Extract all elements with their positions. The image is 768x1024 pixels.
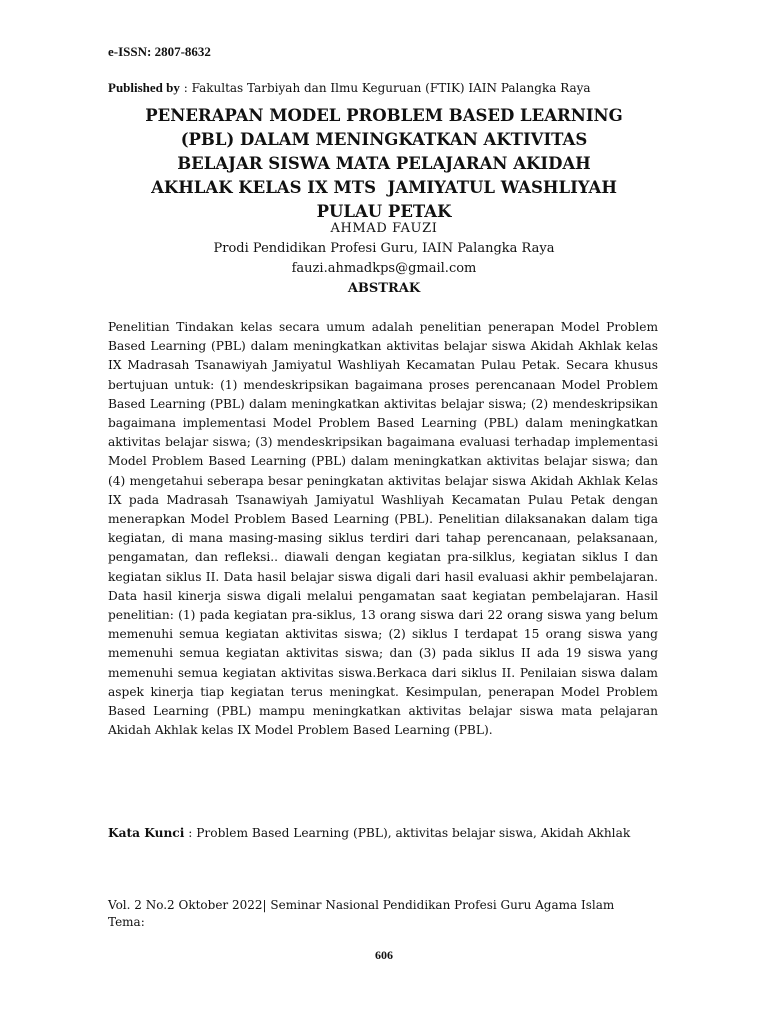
footer-publication-info — [108, 897, 668, 931]
footer-theme-line: Tema: — [108, 915, 145, 929]
publisher-label: Published by — [108, 80, 180, 95]
abstract-paragraph: Penelitian Tindakan kelas secara umum adalah penelitian penerapan Model Problem Based Learning (PBL) dalam meningkatkan aktivitas belajar siswa Akidah Akhlak kelas IX Madrasah Tsanawiyah Jamiyatul Washliyah Kecamatan Pulau Petak. Secara khusus bertujuan untuk: (1) mendeskripsikan bagaimana proses perencanaan Model Problem Based Learning (PBL) dalam meningkatkan aktivitas belajar siswa; (2) mendeskripsikan bagaimana implementasi Model Problem Based Learning (PBL) dalam meningkatkan aktivitas belajar siswa; (3) mendeskripsikan bagaimana evaluasi terhadap implementasi Model Problem Based Learning (PBL) dalam meningkatkan aktivitas belajar siswa; dan (4) mengetahui seberapa besar peningkatan aktivitas belajar siswa Akidah Akhlak Kelas IX pada Madrasah Tsanawiyah Jamiyatul Washliyah Kecamatan Pulau Petak dengan menerapkan Model Problem Based Learning (PBL). Penelitian dilaksanakan dalam tiga kegiatan, di mana masing-masing siklus terdiri dari tahap perencanaan, pelaksanaan, pengamatan, dan refleksi.. diawali dengan kegiatan pra-silklus, kegiatan siklus I dan kegiatan siklus II. Data hasil belajar siswa digali dari hasil evaluasi akhir pembelajaran. Data hasil kinerja siswa digali melalui pengamatan saat kegiatan pembelajaran. Hasil penelitian: (1) pada kegiatan pra-siklus, 13 orang siswa dari 22 orang siswa yang belum memenuhi semua kegiatan aktivitas siswa; (2) siklus I terdapat 15 orang siswa yang memenuhi semua kegiatan aktivitas siswa; dan (3) pada siklus II ada 19 siswa yang memenuhi semua kegiatan aktivitas siswa.Berkaca dari siklus II. Penilaian siswa dalam aspek kinerja tiap kegiatan terus meningkat. Kesimpulan, penerapan Model Problem Based Learning (PBL) mampu meningkatkan aktivitas belajar siswa mata pelajaran Akidah Akhlak kelas IX Model Problem Based Learning (PBL). — [108, 320, 658, 738]
author-name: AHMAD FAUZI — [330, 221, 438, 236]
page-number: 606 — [375, 948, 393, 962]
publisher-line — [108, 80, 591, 96]
title-line: AKHLAK KELAS IX MTS JAMIYATUL WASHLIYAH — [151, 178, 617, 197]
title-line: PULAU PETAK — [316, 202, 452, 221]
publisher-value: : Fakultas Tarbiyah dan Ilmu Keguruan (FTIK) IAIN Palangka Raya — [179, 81, 591, 95]
author-affiliation: Prodi Pendidikan Profesi Guru, IAIN Palangka Raya — [213, 241, 555, 256]
title-line: (PBL) DALAM MENINGKATKAN AKTIVITAS — [180, 130, 588, 149]
author-email: fauzi.ahmadkps@gmail.com — [291, 261, 477, 276]
keywords-label: Kata Kunci — [108, 826, 185, 840]
abstract-body — [108, 318, 658, 740]
keywords-line — [108, 824, 658, 843]
title-line: PENERAPAN MODEL PROBLEM BASED LEARNING — [145, 106, 623, 125]
abstract-heading: ABSTRAK — [347, 281, 421, 296]
journal-issn: e-ISSN: 2807-8632 — [108, 44, 211, 59]
keywords-value: : Problem Based Learning (PBL), aktivitas belajar siswa, Akidah Akhlak — [184, 826, 631, 840]
footer-volume-line: Vol. 2 No.2 Oktober 2022| Seminar Nasional Pendidikan Profesi Guru Agama Islam — [108, 898, 615, 912]
title-line: BELAJAR SISWA MATA PELAJARAN AKIDAH — [177, 154, 591, 173]
paper-title — [120, 104, 648, 224]
author-block — [108, 219, 660, 299]
